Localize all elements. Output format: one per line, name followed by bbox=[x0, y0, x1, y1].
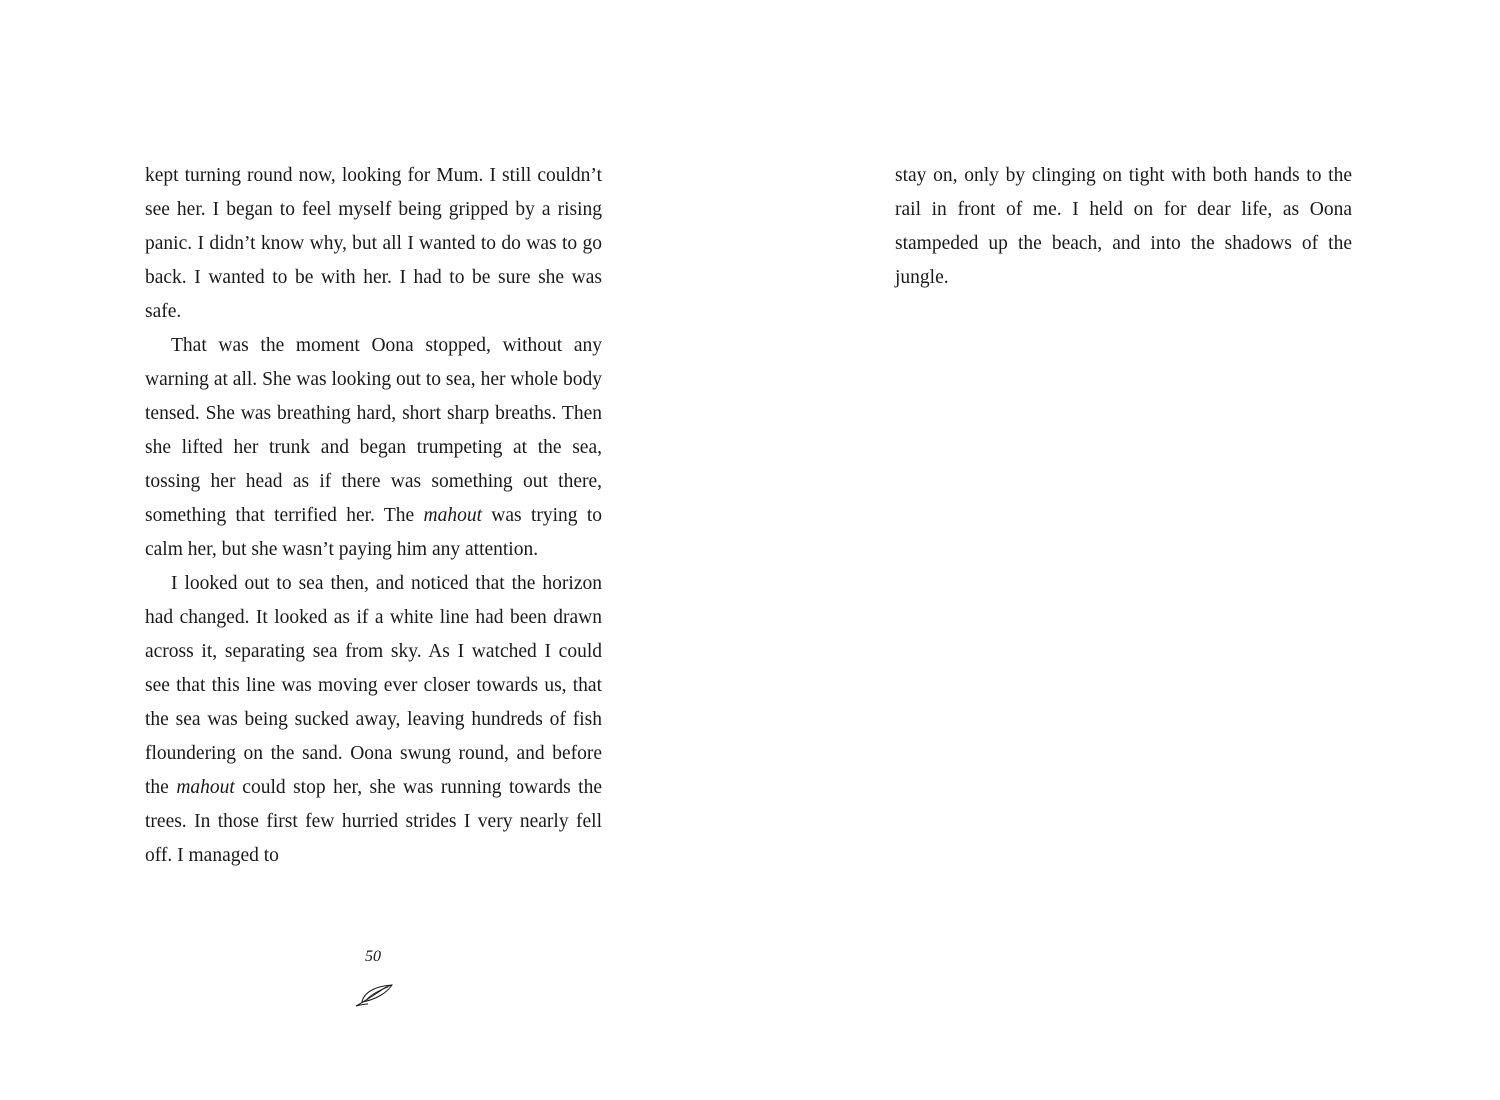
paragraph-text: was trying to calm her, but she wasn’t paying him any attention. bbox=[145, 505, 602, 560]
paragraph-text: kept turning round now, looking for Mum. I still couldn’t see her. I began to feel myself being gripped by a rising panic. I didn’t know why, but all I wanted to do was to go back. I wanted to be with her. I had to be sure she was safe. bbox=[145, 165, 602, 322]
right-page bbox=[750, 0, 1500, 1100]
leaf-flourish-icon bbox=[354, 982, 394, 1008]
paragraph bbox=[145, 567, 602, 873]
paragraph-text: could stop her, she was running towards the trees. In those first few hurried strides I very nearly fell off. I managed to bbox=[145, 777, 602, 866]
page-number bbox=[0, 948, 750, 966]
paragraph bbox=[895, 159, 1352, 295]
page-number-text: 50 bbox=[365, 948, 381, 965]
right-page-text bbox=[895, 159, 1352, 295]
paragraph bbox=[145, 159, 602, 329]
paragraph-text: stay on, only by clinging on tight with both hands to the rail in front of me. I held on for dear life, as Oona stampeded up the beach, and into the shadows of the jungle. bbox=[895, 165, 1352, 288]
left-page-text bbox=[145, 159, 602, 873]
paragraph-text: I looked out to sea then, and noticed that the horizon had changed. It looked as if a white line had been drawn across it, separating sea from sky. As I watched I could see that this line was moving ever closer towards us, that the sea was being sucked away, leaving hundreds of fish floundering on the sand. Oona swung round, and before the bbox=[145, 573, 602, 798]
italic-term: mahout bbox=[423, 505, 482, 526]
paragraph bbox=[145, 329, 602, 567]
italic-term: mahout bbox=[176, 777, 235, 798]
paragraph-text: That was the moment Oona stopped, without any warning at all. She was looking out to sea, her whole body tensed. She was breathing hard, short sharp breaths. Then she lifted her trunk and began trumpeting at the sea, tossing her head as if there was something out there, something that terrified her. The bbox=[145, 335, 602, 526]
